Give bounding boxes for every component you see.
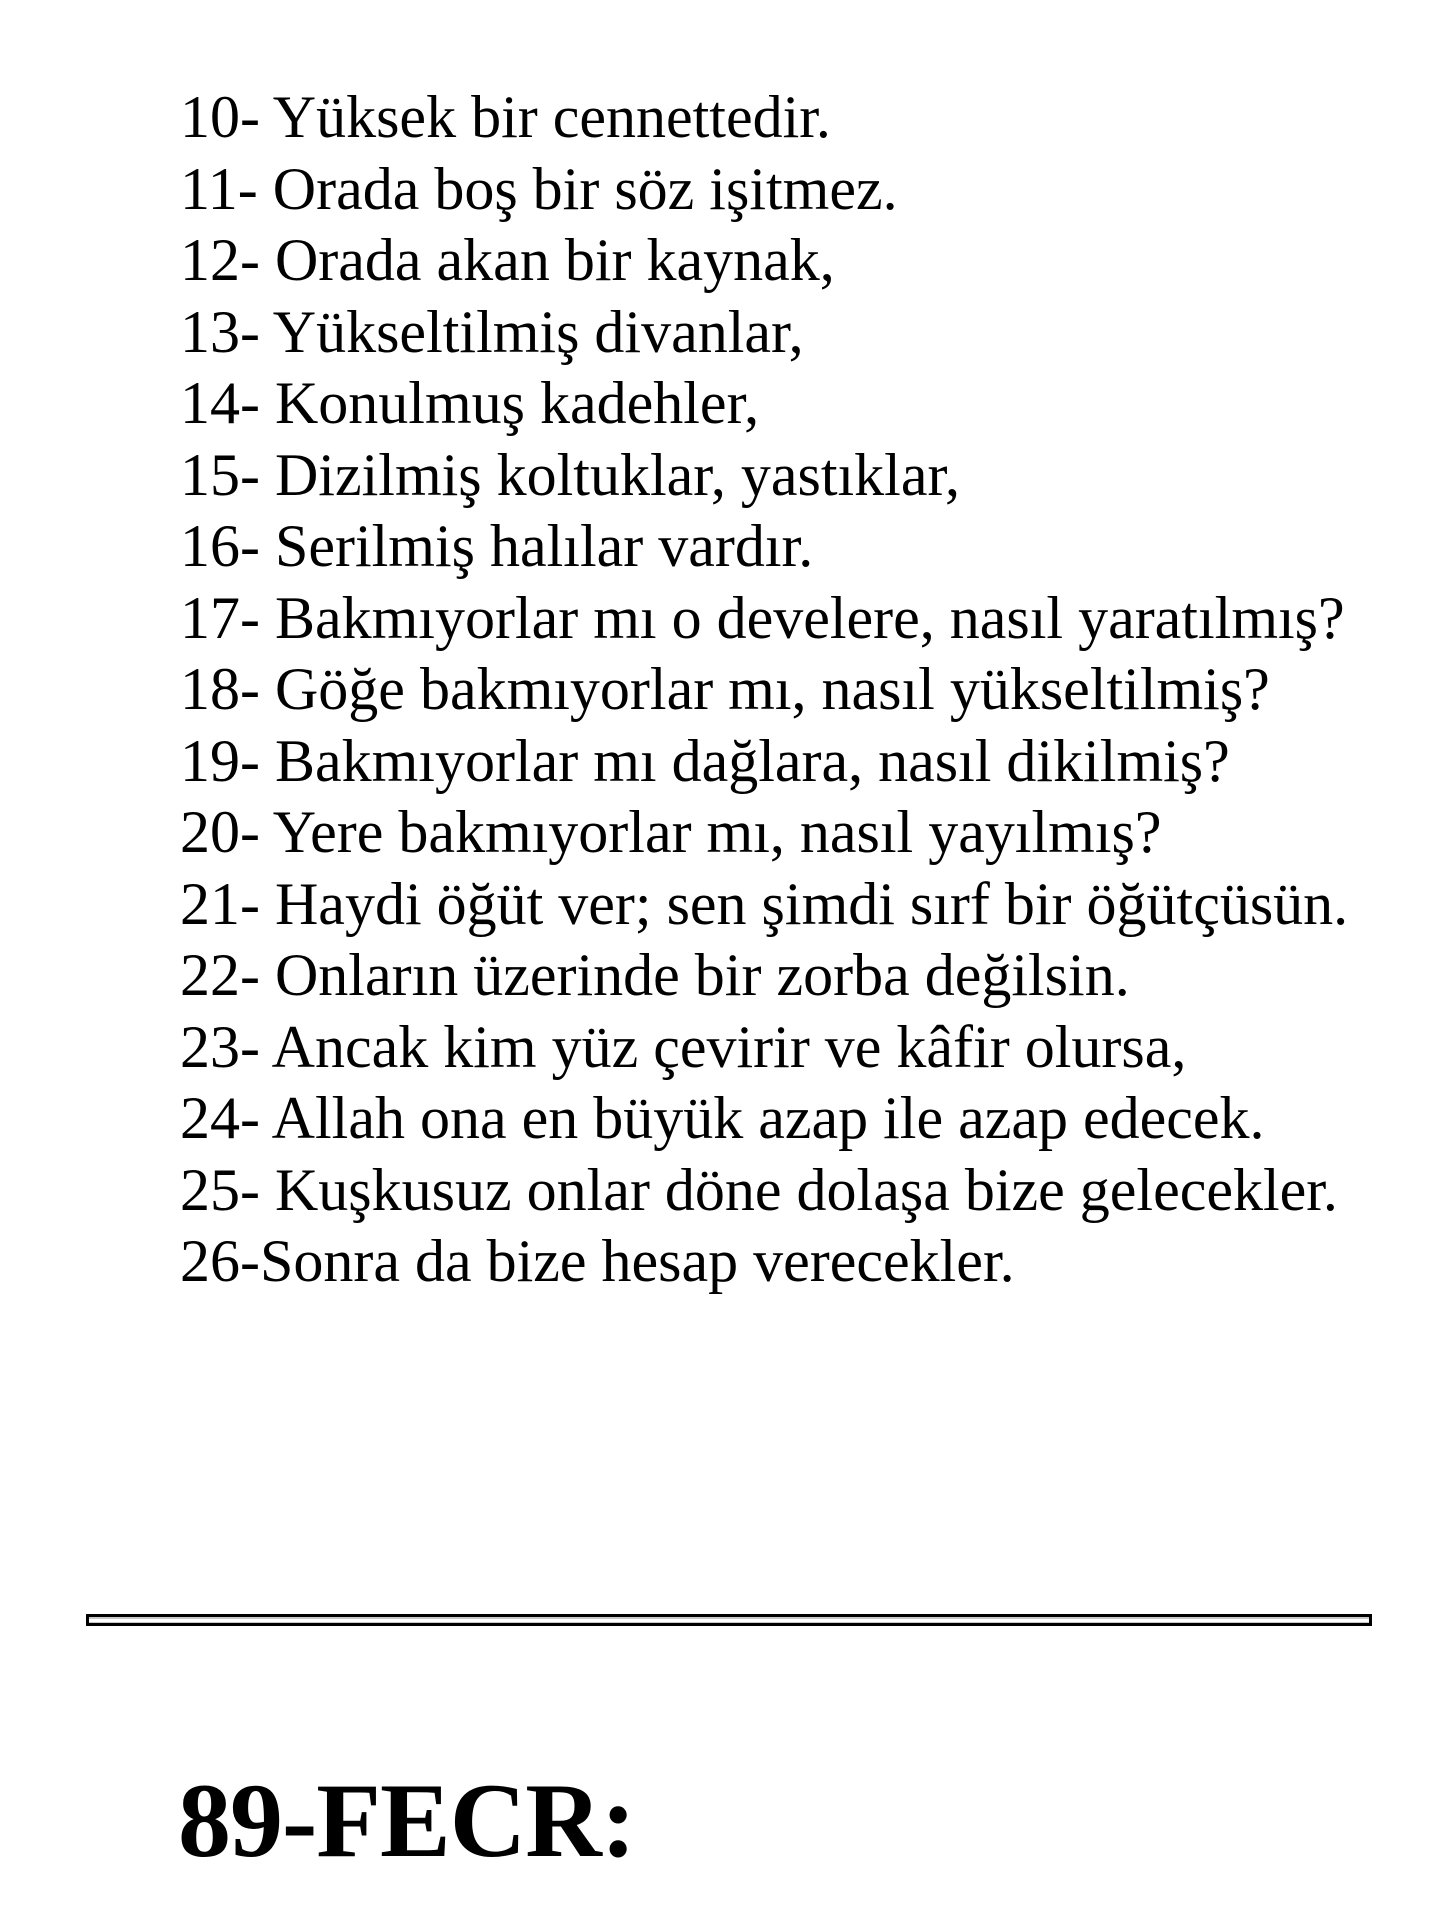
verse-line: 26-Sonra da bize hesap verecekler.	[180, 1228, 1015, 1294]
verse-line: 24- Allah ona en büyük azap ile azap edecek.	[180, 1085, 1265, 1151]
verse-line: 18- Göğe bakmıyorlar mı, nasıl yükseltilmiş?	[180, 656, 1270, 722]
verse-line: 21- Haydi öğüt ver; sen şimdi sırf bir öğütçüsün.	[180, 870, 1349, 937]
verse-line: 13- Yükseltilmiş divanlar,	[180, 298, 804, 365]
verse-line: 25- Kuşkusuz onlar döne dolaşa bize gelecekler.	[180, 1156, 1338, 1223]
verse-line: 12- Orada akan bir kaynak,	[180, 227, 835, 293]
verse-line: 11- Orada boş bir söz işitmez.	[180, 155, 898, 222]
verse-line: 10- Yüksek bir cennettedir.	[180, 84, 831, 150]
verse-list	[84, 82, 1384, 1298]
verse-line: 19- Bakmıyorlar mı dağlara, nasıl dikilmiş?	[180, 727, 1230, 794]
divider-inner-line	[89, 1619, 1369, 1622]
verse-line: 20- Yere bakmıyorlar mı, nasıl yayılmış?	[180, 799, 1162, 865]
verse-line: 14- Konulmuş kadehler,	[180, 370, 760, 436]
verse-line: 23- Ancak kim yüz çevirir ve kâfir olursa,	[180, 1013, 1187, 1080]
verse-line: 15- Dizilmiş koltuklar, yastıklar,	[180, 441, 961, 508]
verse-line: 22- Onların üzerinde bir zorba değilsin.	[180, 942, 1130, 1008]
verse-line: 16- Serilmiş halılar vardır.	[180, 513, 814, 579]
verse-line: 17- Bakmıyorlar mı o develere, nasıl yaratılmış?	[180, 584, 1345, 651]
section-title: 89-FECR:	[178, 1762, 636, 1879]
section-divider	[86, 1614, 1372, 1626]
